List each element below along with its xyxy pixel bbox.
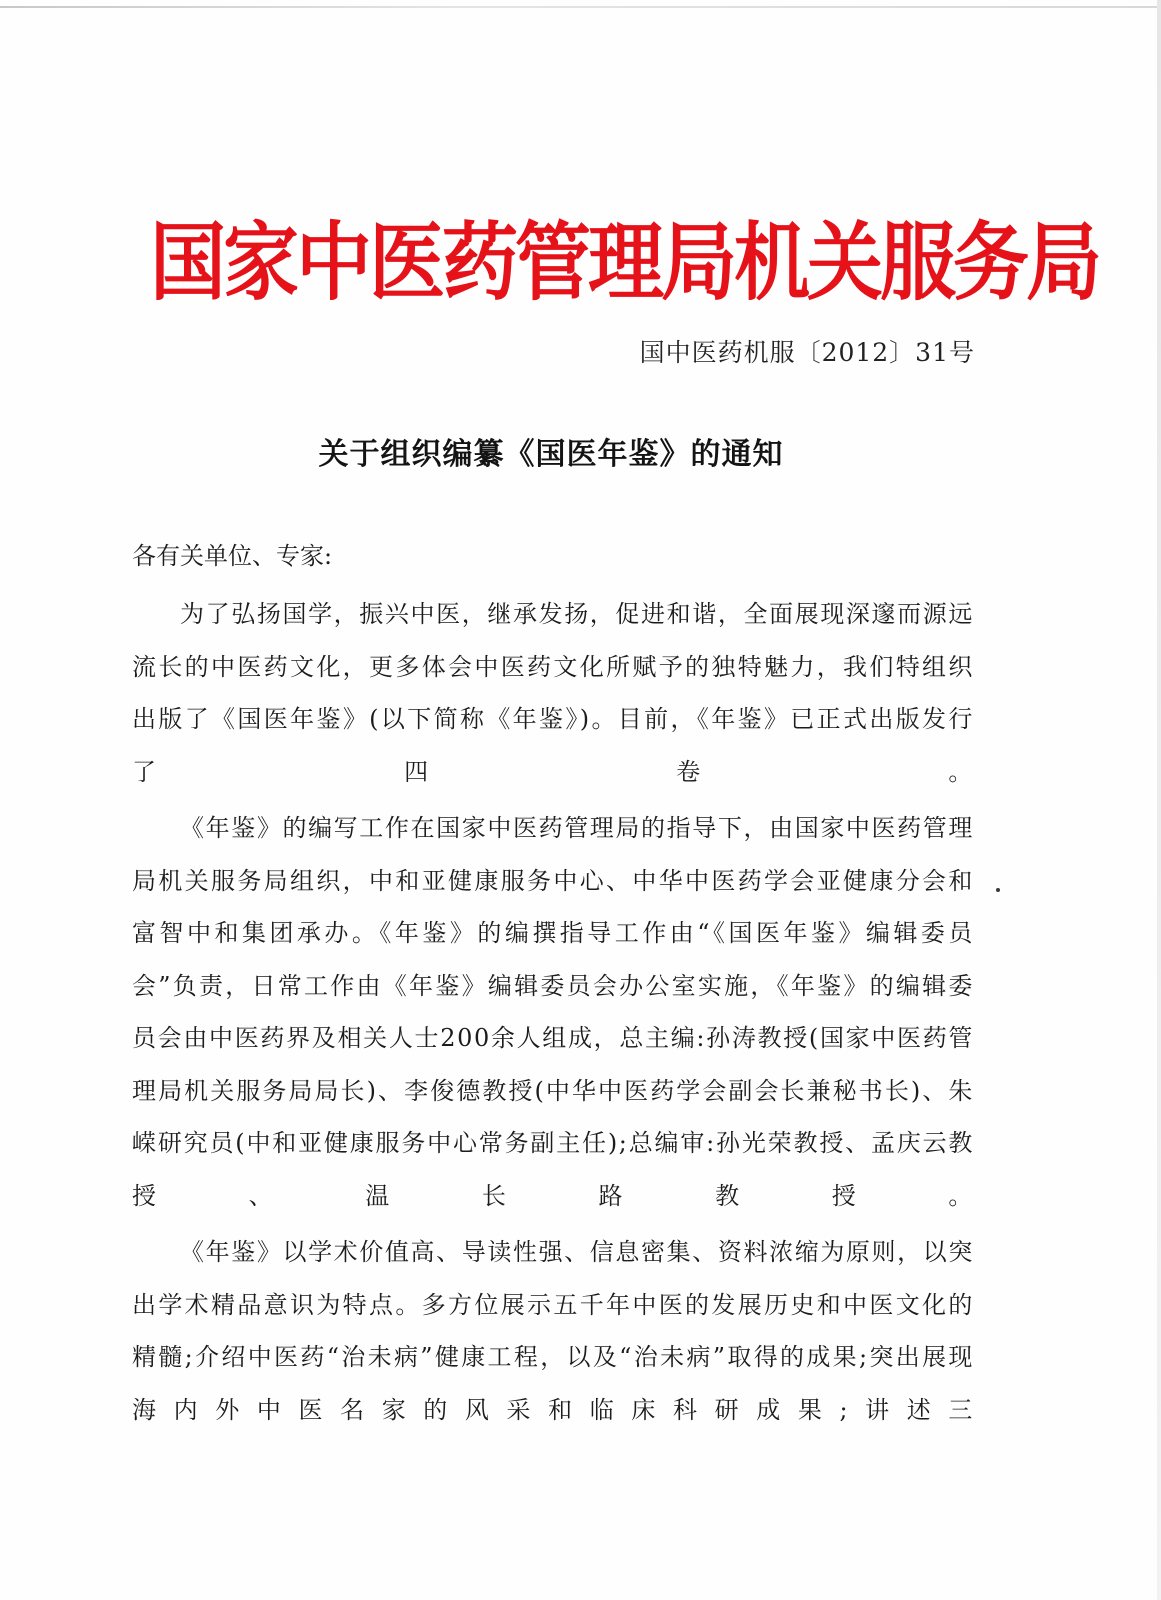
scan-top-edge	[0, 6, 1161, 8]
body-paragraph: 《年鉴》以学术价值高、导读性强、信息密集、资料浓缩为原则，以突出学术精品意识为特点。多方位展示五千年中医的发展历史和中医文化的精髓;介绍中医药“治未病”健康工程，以及“治未病”取得的成果;突出展现海内外中医名家的风采和临床科研成果;讲述三	[132, 1238, 974, 1424]
document-number: 国中医药机服〔2012〕31号	[639, 338, 975, 367]
scan-speck	[996, 888, 1000, 892]
body-paragraph: 《年鉴》的编写工作在国家中医药管理局的指导下，由国家中医药管理局机关服务局组织，中和亚健康服务中心、中华中医药学会亚健康分会和富智中和集团承办。《年鉴》的编撰指导工作由“《国医年鉴》编辑委员会”负责，日常工作由《年鉴》编辑委员会办公室实施，《年鉴》的编辑委员会由中医药界及相关人士200余人组成，总主编:孙涛教授(国家中医药管理局机关服务局局长)、李俊德教授(中华中医药学会副会长兼秘书长)、朱嵘研究员(中和亚健康服务中心常务副主任);总编审:孙光荣教授、孟庆云教授、温长路教授。	[132, 814, 974, 1210]
body-paragraph: 为了弘扬国学，振兴中医，继承发扬，促进和谐，全面展现深邃而源远流长的中医药文化，更多体会中医药文化所赋予的独特魅力，我们特组织出版了《国医年鉴》(以下简称《年鉴》)。目前，《年鉴》已正式出版发行了四卷。	[132, 600, 974, 786]
letterhead-org-name: 国家中医药管理局机关服务局	[150, 212, 1099, 313]
salutation: 各有关单位、专家:	[132, 542, 333, 570]
notice-body	[132, 588, 974, 1440]
notice-title: 关于组织编纂《国医年鉴》的通知	[318, 437, 784, 472]
scan-right-edge	[1157, 0, 1161, 1600]
